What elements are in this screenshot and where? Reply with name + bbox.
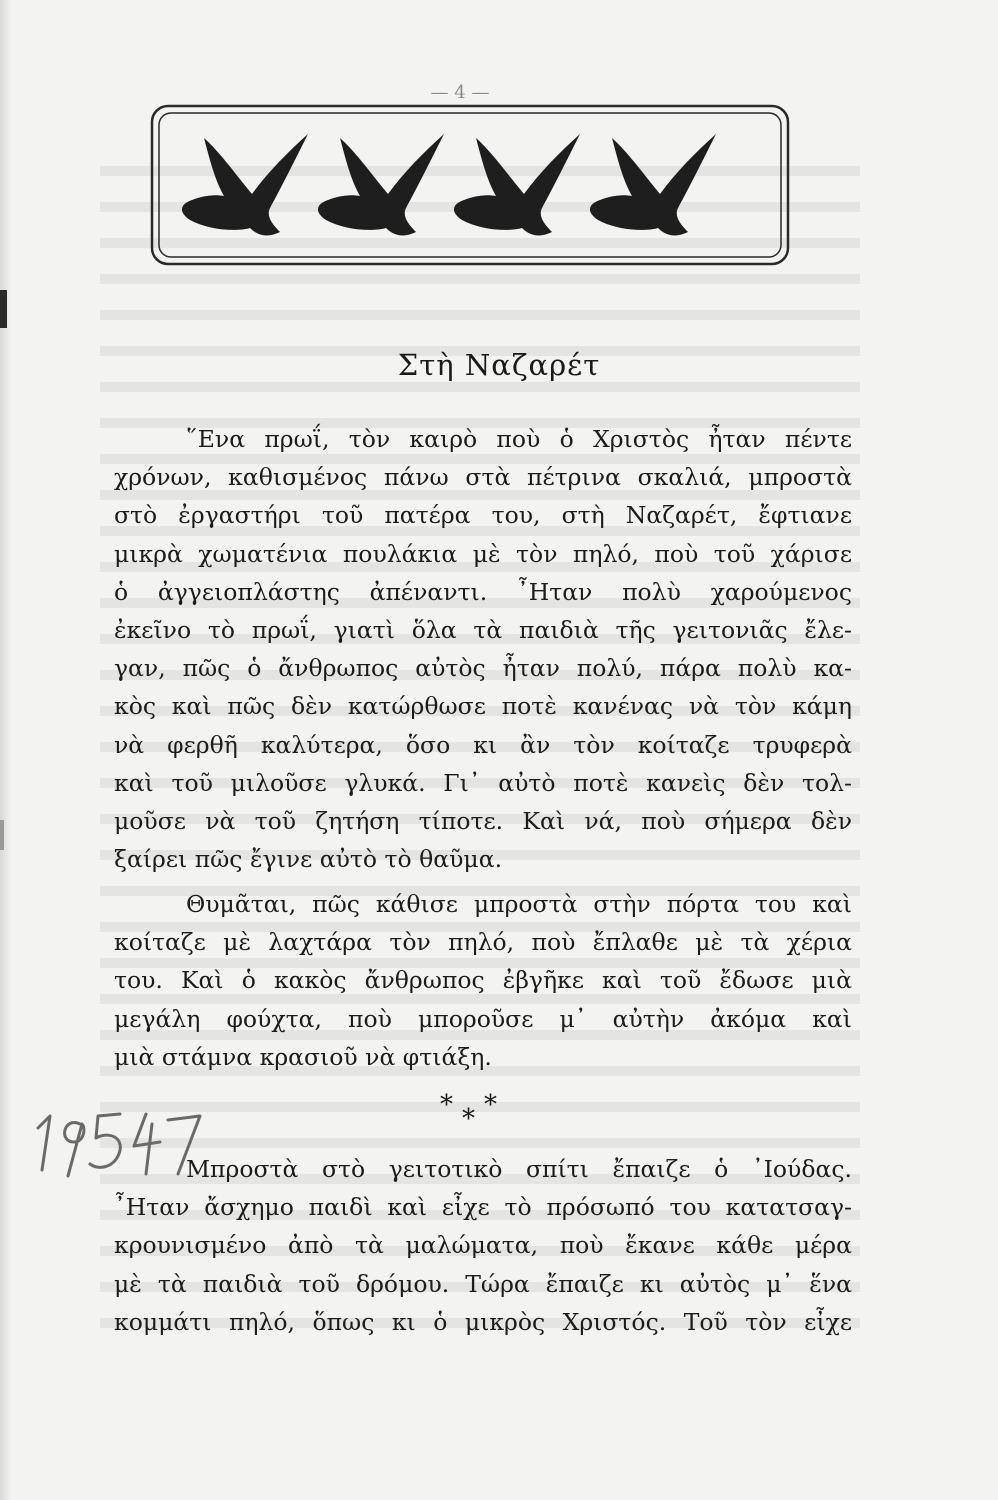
- swallows-ornament: [150, 104, 790, 266]
- text-line: ῏Ηταν ἄσχημο παιδὶ καὶ εἶχε τὸ πρόσωπό του κατατσαγ-: [114, 1193, 852, 1222]
- text-line: κρουνισμένο ἀπὸ τὰ μαλώματα, ποὺ ἔκανε κάθε μέρα: [114, 1231, 852, 1260]
- binding-mark: [0, 290, 7, 328]
- text-line: χρόνων, καθισμένος πάνω στὰ πέτρινα σκαλιά, μπροστὰ: [114, 463, 852, 492]
- text-line: στὸ ἐργαστήρι τοῦ πατέρα του, στὴ Ναζαρέτ, ἔφτιανε: [114, 501, 852, 530]
- page-edge: [0, 0, 12, 1500]
- text-line: νὰ φερθῆ καλύτερα, ὅσο κι ἂν τὸν κοίταζε τρυφερὰ: [114, 730, 852, 759]
- text-line: ὁ ἀγγειοπλάστης ἀπέναντι. ῏Ηταν πολὺ χαρούμενος: [114, 577, 852, 606]
- page-number: — 4 —: [430, 82, 490, 103]
- paragraph: [114, 885, 852, 1076]
- text-line: καὶ τοῦ μιλοῦσε γλυκά. Γι᾿ αὐτὸ ποτὲ κανεὶς δὲν τολ-: [114, 768, 852, 797]
- text-line: ῞Ενα πρωΐ, τὸν καιρὸ ποὺ ὁ Χριστὸς ἦταν πέντε: [186, 425, 852, 453]
- text-line: ξαίρει πῶς ἔγινε αὐτὸ τὸ θαῦμα.: [114, 845, 503, 874]
- text-line: κὸς καὶ πῶς δὲν κατώρθωσε ποτὲ κανένας νὰ τὸν κάμη: [114, 692, 852, 721]
- paragraph: [114, 1150, 852, 1341]
- text-line: κοίταζε μὲ λαχτάρα τὸν πηλό, ποὺ ἔπλαθε μὲ τὰ χέρια: [114, 928, 852, 957]
- text-line: ἐκεῖνο τὸ πρωΐ, γιατὶ ὅλα τὰ παιδιὰ τῆς γειτονιᾶς ἔλε-: [114, 616, 852, 645]
- text-line: μεγάλη φούχτα, ποὺ μποροῦσε μ᾿ αὐτὴν ἀκόμα καὶ: [114, 1004, 852, 1033]
- section-separator: * * *: [440, 1090, 497, 1134]
- text-line: μὲ τὰ παιδιὰ τοῦ δρόμου. Τώρα ἔπαιζε κι αὐτὸς μ᾿ ἕνα: [114, 1269, 852, 1298]
- text-line: του. Καὶ ὁ κακὸς ἄνθρωπος ἐβγῆκε καὶ τοῦ ἔδωσε μιὰ: [114, 966, 852, 995]
- text-line: γαν, πῶς ὁ ἄνθρωπος αὐτὸς ἦταν πολύ, πάρα πολὺ κα-: [114, 654, 852, 683]
- text-line: Μπροστὰ στὸ γειτοτικὸ σπίτι ἔπαιζε ὁ ᾿Ιούδας.: [186, 1155, 852, 1183]
- text-line: μικρὰ χωματένια πουλάκια μὲ τὸν πηλό, ποὺ τοῦ χάρισε: [114, 539, 852, 568]
- text-line: Θυμᾶται, πῶς κάθισε μπροστὰ στὴν πόρτα του καὶ: [186, 890, 852, 918]
- text-line: κομμάτι πηλό, ὅπως κι ὁ μικρὸς Χριστός. Τοῦ τὸν εἶχε: [114, 1307, 852, 1336]
- chapter-title: Στὴ Ναζαρέτ: [397, 348, 601, 382]
- paragraph: [114, 420, 852, 878]
- text-line: μοῦσε νὰ τοῦ ζητήση τίποτε. Καὶ νά, ποὺ σήμερα δὲν: [114, 807, 852, 836]
- text-line: μιὰ στάμνα κρασιοῦ νὰ φτιάξη.: [114, 1042, 492, 1071]
- binding-mark: [0, 820, 4, 850]
